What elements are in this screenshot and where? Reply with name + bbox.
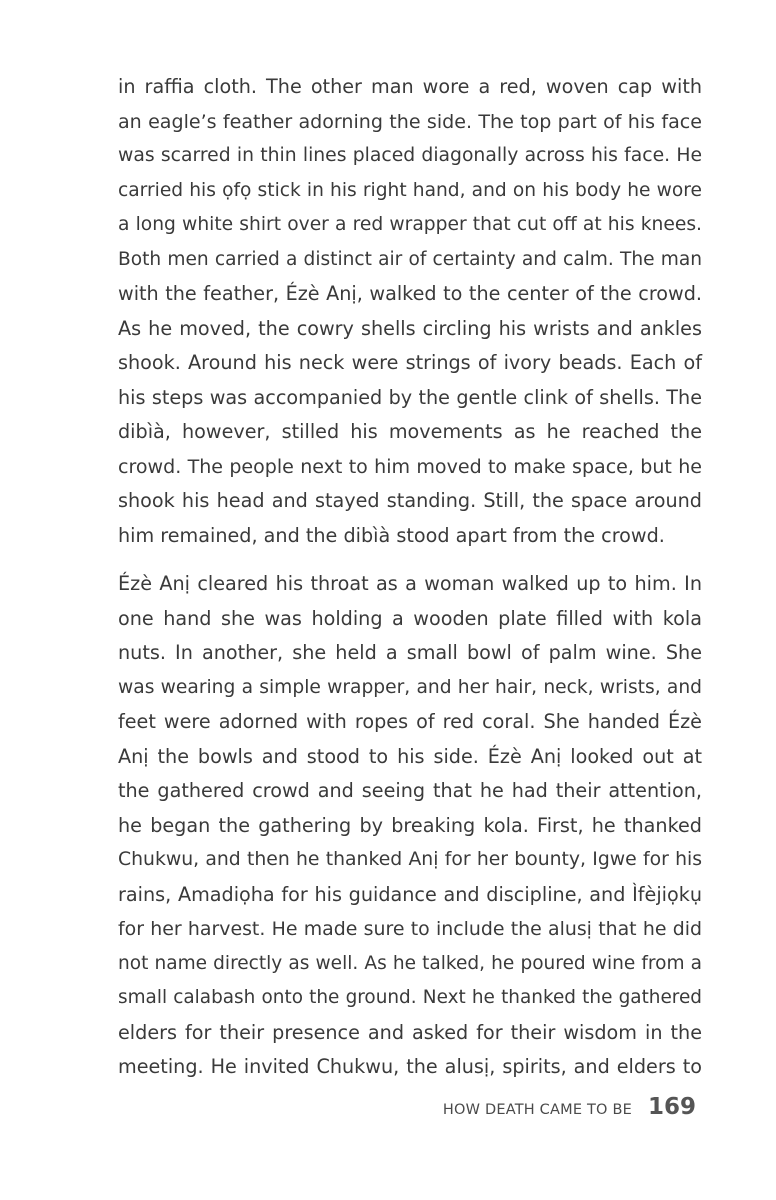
text-line: shook. Around his neck were strings of ivory beads. Each of — [118, 351, 702, 374]
paragraph-1 — [118, 70, 702, 553]
text-line: rains, Amadiọha for his guidance and discipline, and Ìfèjiọkụ — [118, 882, 702, 906]
text-line: crowd. The people next to him moved to make space, but he — [118, 455, 702, 478]
text-line: nuts. In another, she held a small bowl of palm wine. She — [118, 641, 702, 664]
text-line: shook his head and stayed standing. Still, the space around — [118, 489, 702, 512]
text-line: a long white shirt over a red wrapper that cut off at his knees. — [118, 214, 702, 235]
text-line: dibìà, however, stilled his movements as he reached the — [118, 420, 702, 443]
text-line: Anị the bowls and stood to his side. Ézè Anị looked out at — [118, 744, 702, 768]
text-line: Both men carried a distinct air of certainty and calm. The man — [118, 248, 702, 270]
text-line: Ézè Anị cleared his throat as a woman walked up to him. In — [118, 572, 702, 595]
text-line: the gathered crowd and seeing that he had their attention, — [118, 779, 702, 802]
text-line: was wearing a simple wrapper, and her hair, neck, wrists, and — [118, 676, 702, 698]
text-line: Chukwu, and then he thanked Anị for her bounty, Igwe for his — [118, 849, 702, 870]
text-line: he began the gathering by breaking kola. First, he thanked — [118, 813, 702, 837]
page-footer — [443, 1094, 696, 1120]
text-line: his steps was accompanied by the gentle clink of shells. The — [118, 385, 702, 409]
text-line: in raffia cloth. The other man wore a red, woven cap with — [118, 75, 702, 98]
text-line: with the feather, Ézè Anị, walked to the center of the crowd. — [118, 282, 702, 305]
text-line: feet were adorned with ropes of red coral. She handed Ézè — [118, 710, 702, 733]
text-line: meeting. He invited Chukwu, the alusị, spirits, and elders to — [118, 1055, 702, 1078]
text-line: not name directly as well. As he talked, he poured wine from a — [118, 952, 702, 974]
text-line: As he moved, the cowry shells circling his wrists and ankles — [118, 316, 702, 340]
text-line: was scarred in thin lines placed diagonally across his face. He — [118, 145, 702, 166]
text-line: small calabash onto the ground. Next he thanked the gathered — [118, 987, 702, 1008]
text-line: one hand she was holding a wooden plate filled with kola — [118, 606, 702, 630]
body-text — [118, 70, 702, 1099]
paragraph-2 — [118, 567, 702, 1085]
text-line: an eagle’s feather adorning the side. The top part of his face — [118, 110, 702, 133]
text-line: him remained, and the dibìà stood apart from the crowd. — [118, 523, 665, 547]
text-line: elders for their presence and asked for their wisdom in the — [118, 1020, 702, 1044]
page-number: 169 — [647, 1094, 696, 1120]
text-line: carried his ọfọ stick in his right hand, and on his body he wore — [118, 179, 702, 201]
running-head: HOW DEATH CAME TO BE — [442, 1102, 632, 1118]
text-line: for her harvest. He made sure to include the alusị that he did — [118, 918, 702, 940]
